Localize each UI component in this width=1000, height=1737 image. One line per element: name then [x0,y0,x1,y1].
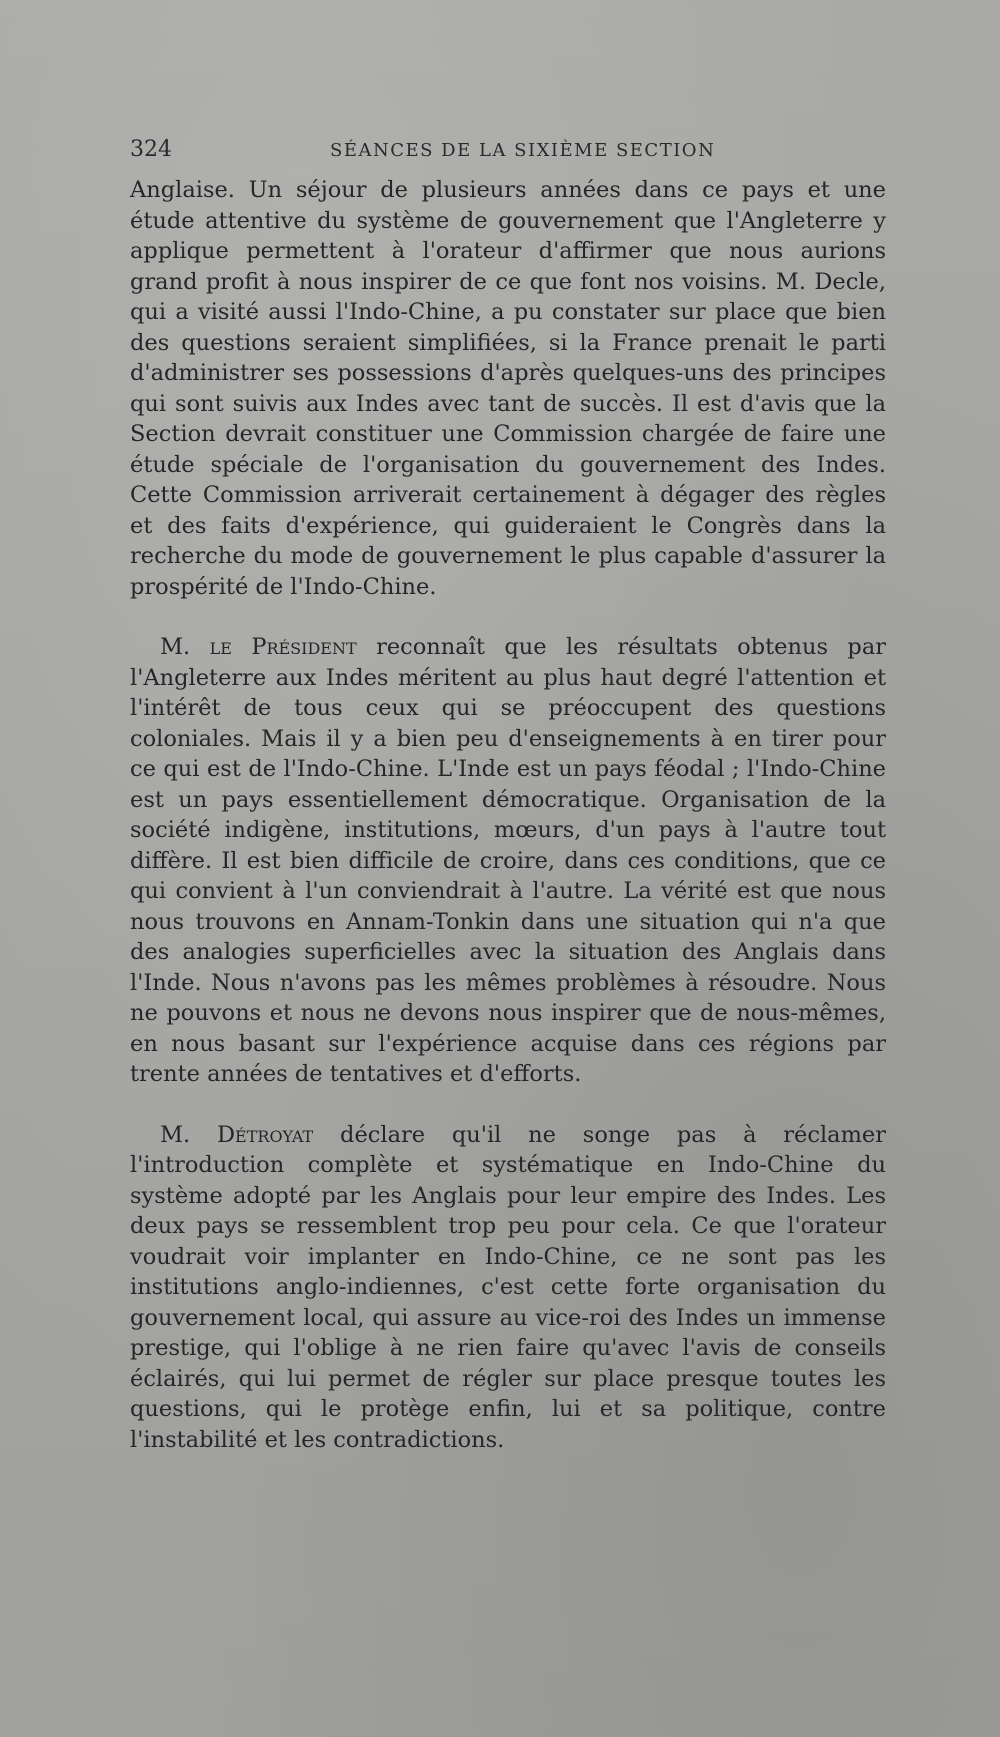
running-head [130,137,885,167]
running-head-title: SÉANCES DE LA SIXIÈME SECTION [330,140,716,161]
paragraph-3 [130,1120,886,1456]
speaker-name: M. Détroyat [160,1121,314,1148]
paragraph-text: Anglaise. Un séjour de plusieurs années dans ce pays et une étude attentive du système de gouvernement que l'Angleterre y applique permettent à l'orateur d'affirmer que nous aurions grand profit à nous inspirer de ce que font nos voisins. M. Decle, qui a visité aussi l'Indo-Chine, a pu constater sur place que bien des questions seraient simplifiées, si la France prenait le parti d'administrer ses possessions d'après quelques-uns des principes qui sont suivis aux Indes avec tant de succès. Il est d'avis que la Section devrait constituer une Commission chargée de faire une étude spéciale de l'organisation du gouvernement des Indes. Cette Commission arriverait certainement à dégager des règles et des faits d'expérience, qui guideraient le Congrès dans la recherche du mode de gouvernement le plus capable d'assurer la prospérité de l'Indo-Chine. [130,177,886,600]
paragraph-2 [130,632,886,1090]
page-number: 324 [130,137,172,162]
paragraph-text: déclare qu'il ne songe pas à réclamer l'introduction complète et systématique en Indo-Chine du système adopté par les Anglais pour leur empire des Indes. Les deux pays se ressemblent trop peu pour cela. Ce que l'orateur voudrait voir implanter en Indo-Chine, ce ne sont pas les institutions anglo-indiennes, c'est cette forte organisation du gouvernement local, qui assure au vice-roi des Indes un immense prestige, qui l'oblige à ne rien faire qu'avec l'avis de conseils éclairés, qui lui permet de régler sur place presque toutes les questions, qui le protège enfin, lui et sa politique, contre l'instabilité et les contradictions. [130,1121,886,1453]
body-text [130,175,886,1455]
speaker-name: M. le Président [160,634,357,660]
paragraph-text: reconnaît que les résultats obtenus par l'Angleterre aux Indes méritent au plus haut degré l'attention et l'intérêt de tous ceux qui se préoccupent des questions coloniales. Mais il y a bien peu d'enseignements à en tirer pour ce qui est de l'Indo-Chine. L'Inde est un pays féodal ; l'Indo-Chine est un pays essentiellement démocratique. Organisation de la société indigène, institutions, mœurs, d'un pays à l'autre tout diffère. Il est bien difficile de croire, dans ces conditions, que ce qui convient à l'un conviendrait à l'autre. La vérité est que nous nous trouvons en Annam-Tonkin dans une situation qui n'a que des analogies superficielles avec la situation des Anglais dans l'Inde. Nous n'avons pas les mêmes problèmes à résoudre. Nous ne pouvons et nous ne devons nous inspirer que de nous-mêmes, en nous basant sur l'expérience acquise dans ces régions par trente années de tentatives et d'efforts. [130,634,886,1087]
paragraph-1 [130,175,886,602]
